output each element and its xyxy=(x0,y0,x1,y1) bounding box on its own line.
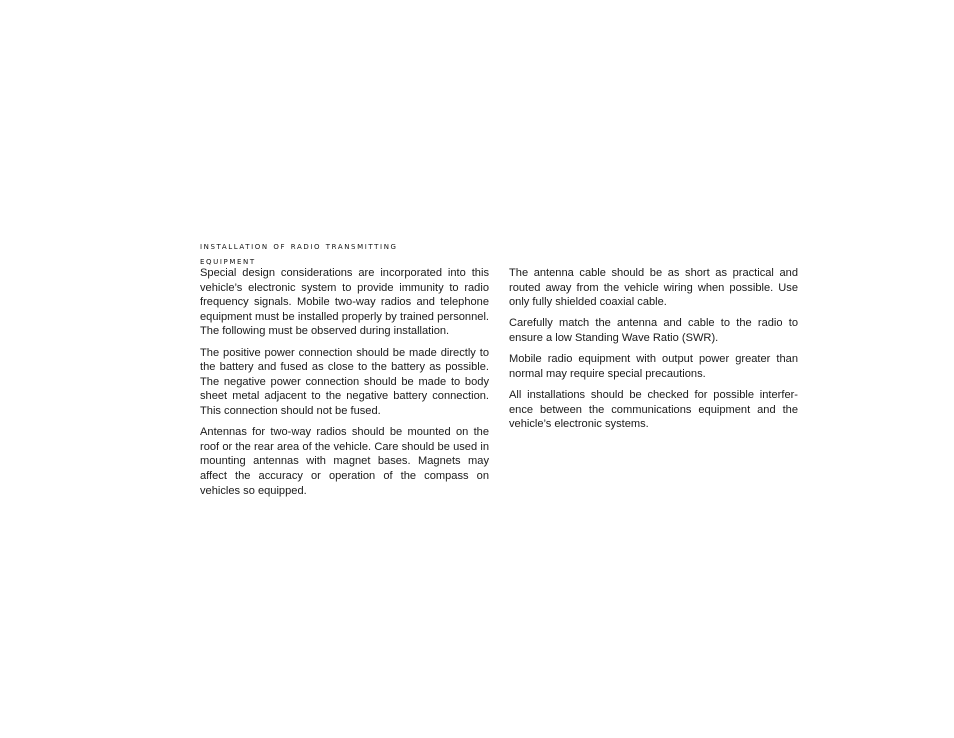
paragraph-output-power: Mobile radio equipment with output power greater than normal may require special precautions. xyxy=(509,353,798,380)
section-heading-line1: installation of radio transmitting xyxy=(200,241,398,252)
paragraph-design-considerations: Special design considerations are incorporated into this vehicle’s electronic system to provide immunity to radio frequency signals. Mobile two-way radios and telephone equipment must be installed properly by trained personnel. The following must be observed during installation. xyxy=(200,267,489,338)
paragraph-antenna-mounting: Antennas for two-way radios should be mounted on the roof or the rear area of the vehicle. Care should be used in mounting antennas with magnet bases. Magnets may affect the accuracy or operation of the compass on vehicles so equipped. xyxy=(200,426,489,497)
section-heading xyxy=(200,239,500,269)
paragraph-interference-check: All installations should be checked for possible interfer-ence between the communications equipment and the vehicle’s electronic systems. xyxy=(509,388,798,431)
paragraph-antenna-cable: The antenna cable should be as short as practical and routed away from the vehicle wiring when possible. Use only fully shielded coaxial cable. xyxy=(509,267,798,309)
left-text-column xyxy=(200,266,489,505)
right-text-column xyxy=(509,266,798,438)
paragraph-swr-matching: Carefully match the antenna and cable to the radio to ensure a low Standing Wave Ratio (SWR). xyxy=(509,317,798,344)
paragraph-power-connection: The positive power connection should be made directly to the battery and fused as close to the battery as possible. The negative power connection should be made to body sheet metal adjacent to the negative battery connection. This connection should not be fused. xyxy=(200,346,489,417)
section-heading-line2: equipment xyxy=(200,256,256,267)
